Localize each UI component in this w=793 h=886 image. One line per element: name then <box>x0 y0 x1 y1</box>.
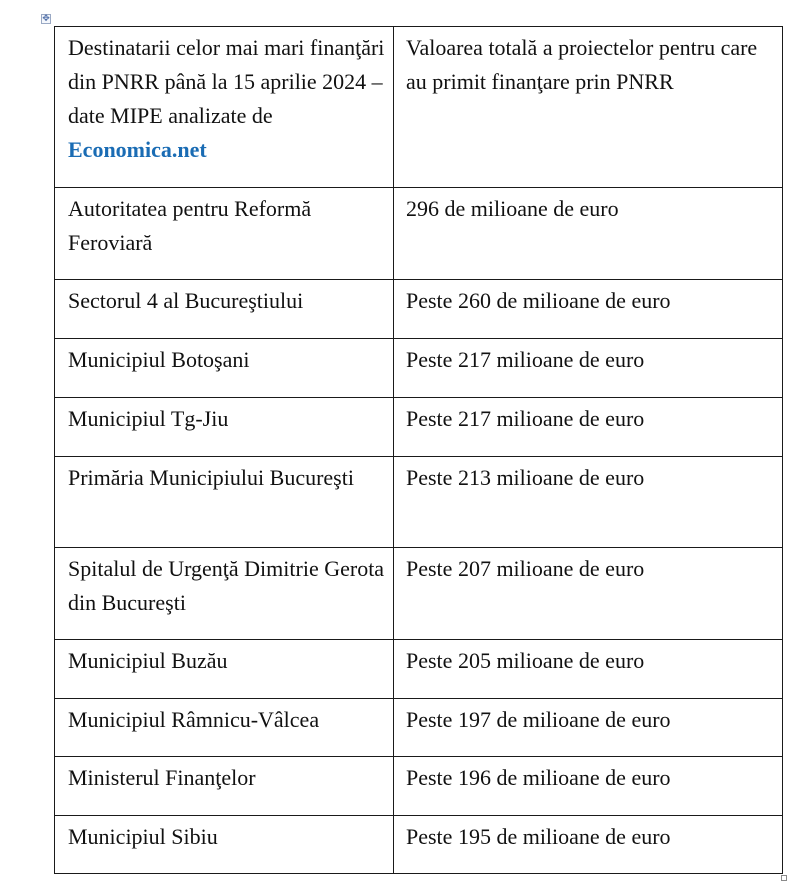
table-row <box>55 339 783 398</box>
value-cell: Peste 213 milioane de euro <box>394 457 783 548</box>
recipient-cell: Municipiul Râmnicu-Vâlcea <box>55 699 394 757</box>
table-row <box>55 757 783 816</box>
table-row <box>55 280 783 339</box>
value-cell: Peste 197 de milioane de euro <box>394 699 783 757</box>
recipient-cell: Municipiul Tg-Jiu <box>55 398 394 457</box>
recipient-cell: Autoritatea pentru Reformă Feroviară <box>55 188 394 280</box>
recipient-cell: Primăria Municipiului Bucureşti <box>55 457 394 548</box>
value-cell: Peste 195 de milioane de euro <box>394 816 783 874</box>
header-recipient-cell <box>55 27 394 188</box>
recipient-cell: Municipiul Buzău <box>55 640 394 699</box>
recipient-cell: Sectorul 4 al Bucureştiului <box>55 280 394 339</box>
table-row <box>55 699 783 757</box>
header-row <box>55 27 783 188</box>
table-move-icon[interactable]: ✥ <box>42 14 50 24</box>
recipient-cell: Ministerul Finanţelor <box>55 757 394 816</box>
recipient-cell: Municipiul Sibiu <box>55 816 394 874</box>
table-row <box>55 188 783 280</box>
recipient-cell: Municipiul Botoşani <box>55 339 394 398</box>
table-resize-icon[interactable] <box>781 875 787 881</box>
funding-table <box>54 26 783 874</box>
table-row <box>55 640 783 699</box>
value-cell: Peste 217 milioane de euro <box>394 339 783 398</box>
value-cell: Peste 260 de milioane de euro <box>394 280 783 339</box>
table-row <box>55 398 783 457</box>
value-cell: Peste 205 milioane de euro <box>394 640 783 699</box>
table-row <box>55 816 783 874</box>
header-recipient-text: Destinatarii celor mai mari finanţări din PNRR până la 15 aprilie 2024 – date MIPE analizate de <box>68 35 385 128</box>
table-row <box>55 457 783 548</box>
value-cell: Peste 196 de milioane de euro <box>394 757 783 816</box>
value-cell: Peste 207 milioane de euro <box>394 548 783 640</box>
recipient-cell: Spitalul de Urgenţă Dimitrie Gerota din Bucureşti <box>55 548 394 640</box>
table-row <box>55 548 783 640</box>
header-value-cell: Valoarea totală a proiectelor pentru care au primit finanţare prin PNRR <box>394 27 783 188</box>
value-cell: Peste 217 milioane de euro <box>394 398 783 457</box>
brand-link[interactable]: Economica.net <box>68 137 207 162</box>
value-cell: 296 de milioane de euro <box>394 188 783 280</box>
